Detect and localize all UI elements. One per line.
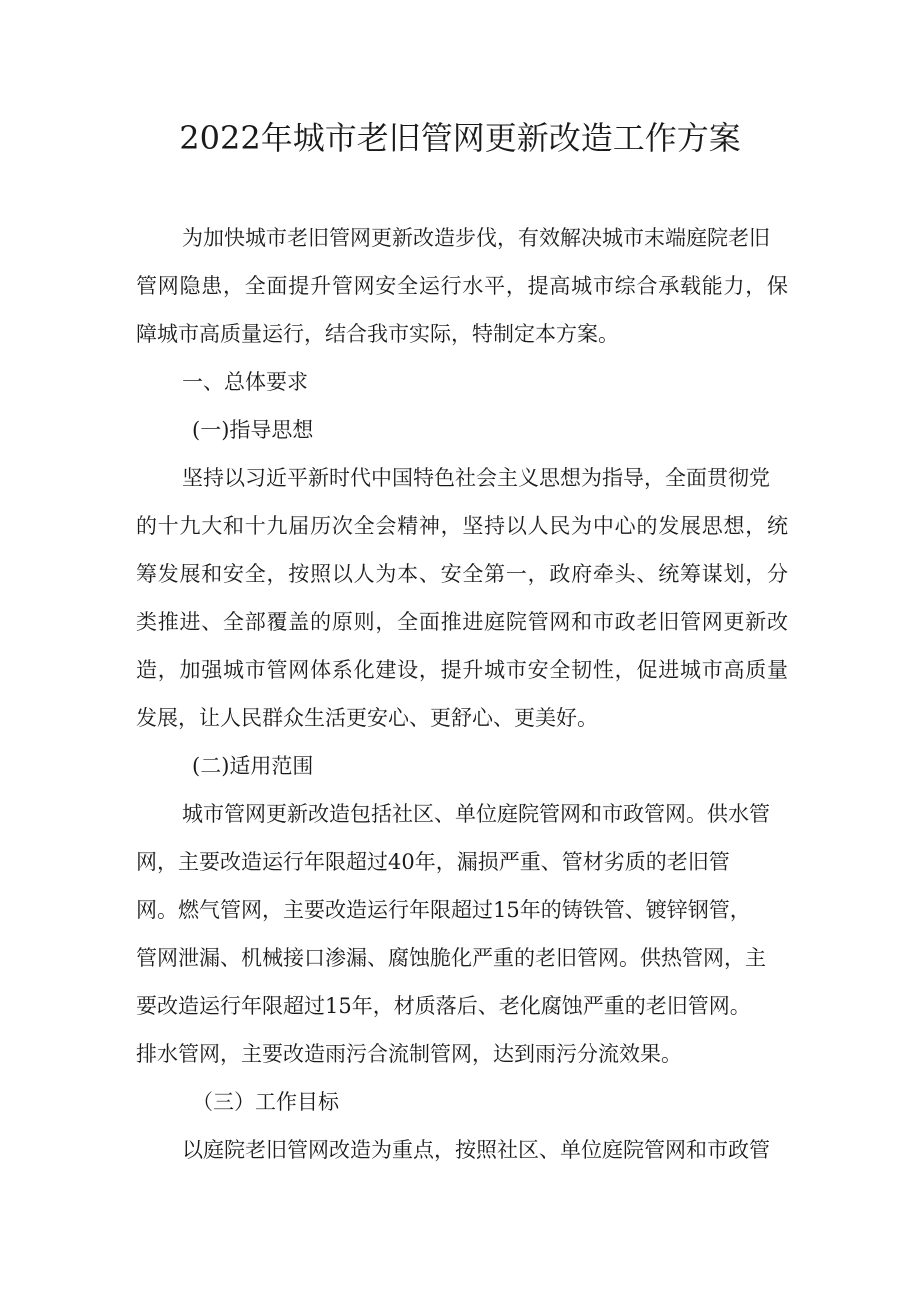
subsection-heading: (二)适用范围 — [192, 754, 314, 778]
paragraph-line: 坚持以习近平新时代中国特色社会主义思想为指导，全面贯彻党 — [182, 466, 770, 490]
paragraph-line: 网，主要改造运行年限超过40年，漏损严重、管材劣质的老旧管 — [136, 850, 730, 874]
subsection-heading: (一)指导思想 — [192, 418, 314, 442]
paragraph-line: 造，加强城市管网体系化建设，提升城市安全韧性，促进城市高质量 — [136, 658, 788, 682]
paragraph-line: 城市管网更新改造包括社区、单位庭院管网和市政管网。供水管 — [182, 802, 770, 826]
paragraph-line: 管网泄漏、机械接口渗漏、腐蚀脆化严重的老旧管网。供热管网，主 — [136, 946, 766, 970]
paragraph-line: 网。燃气管网，主要改造运行年限超过15年的铸铁管、镀锌钢管， — [136, 898, 751, 922]
paragraph-line: 发展，让人民群众生活更安心、更舒心、更美好。 — [136, 706, 598, 730]
paragraph-line: 障城市高质量运行，结合我市实际，特制定本方案。 — [136, 322, 619, 346]
document-title: 2022年城市老旧管网更新改造工作方案 — [179, 119, 741, 157]
paragraph-line: 管网隐患，全面提升管网安全运行水平，提高城市综合承载能力，保 — [136, 274, 788, 298]
paragraph-line: 以庭院老旧管网改造为重点，按照社区、单位庭院管网和市政管 — [182, 1138, 770, 1162]
paragraph-line: 排水管网，主要改造雨污合流制管网，达到雨污分流效果。 — [136, 1042, 682, 1066]
paragraph-line: 的十九大和十九届历次全会精神，坚持以人民为中心的发展思想，统 — [136, 514, 788, 538]
paragraph-line: 为加快城市老旧管网更新改造步伐，有效解决城市末端庭院老旧 — [182, 226, 770, 250]
paragraph-line: 类推进、全部覆盖的原则，全面推进庭院管网和市政老旧管网更新改 — [136, 610, 788, 634]
paragraph-line: 要改造运行年限超过15年，材质落后、老化腐蚀严重的老旧管网。 — [136, 994, 751, 1018]
subsection-heading: （三）工作目标 — [192, 1090, 339, 1114]
document-body — [136, 214, 788, 1174]
section-heading: 一、总体要求 — [182, 370, 308, 394]
paragraph-line: 筹发展和安全，按照以人为本、安全第一，政府牵头、统筹谋划，分 — [136, 562, 788, 586]
